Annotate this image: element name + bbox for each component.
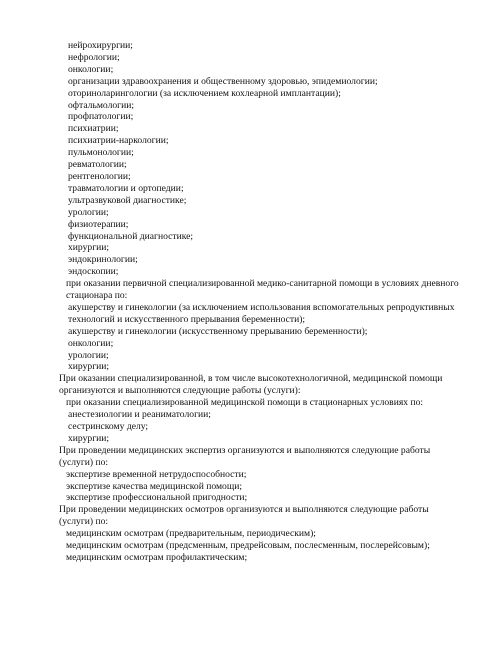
document-line: урологии; [68, 349, 109, 361]
document-line: При проведении медицинских осмотров организуются и выполняются следующие работы (услуги) по: [59, 504, 429, 528]
document-line: При оказании специализированной, в том числе высокотехнологичной, медицинской помощи организуются и выполняются следующие работы (услуги): [59, 373, 443, 397]
document-line: профпатологии; [68, 111, 134, 123]
document-line: при оказании первичной специализированной медико-санитарной помощи в условиях дневного стационара по: [66, 278, 459, 302]
document-line: медицинским осмотрам профилактическим; [66, 551, 248, 563]
document-line: сестринскому делу; [68, 421, 149, 432]
document-line: медицинским осмотрам (предварительным, периодическим); [66, 528, 316, 540]
document-line: ультразвуковой диагностике; [68, 194, 187, 206]
document-line: медицинским осмотрам (предсменным, предрейсовым, послесменным, послерейсовым); [66, 540, 430, 552]
document-line: эндоскопии; [68, 266, 119, 278]
document-line: экспертизе профессиональной пригодности; [66, 492, 248, 504]
document-line: При проведении медицинских экспертиз организуются и выполняются следующие работы (услуги) по: [59, 444, 431, 468]
document-line: ревматологии; [68, 159, 127, 171]
document-line: анестезиологии и реаниматологии; [68, 409, 211, 421]
document-line: физиотерапии; [68, 218, 129, 230]
document-line: функциональной диагностике; [68, 230, 194, 242]
document-line: эндокринологии; [68, 254, 138, 266]
document-line: травматологии и ортопедии; [68, 182, 184, 194]
document-body [59, 40, 459, 564]
document-line: онкологии; [68, 337, 114, 349]
document-line: офтальмологии; [68, 99, 135, 111]
document-line: онкологии; [68, 63, 114, 75]
document-line: урологии; [68, 206, 109, 218]
document-line: организации здравоохранения и общественному здоровью, эпидемиологии; [68, 75, 378, 87]
document-line: пульмонологии; [68, 147, 134, 159]
document-line: экспертизе временной нетрудоспособности; [66, 468, 247, 480]
document-line: акушерству и гинекологии (искусственному прерыванию беременности); [68, 325, 368, 337]
document-line: при оказании специализированной медицинской помощи в стационарных условиях по: [66, 397, 424, 409]
document-line: хирургии; [68, 432, 110, 444]
document-line: хирургии; [68, 242, 110, 254]
document-line: оториноларингологии (за исключением кохлеарной имплантации); [68, 87, 341, 99]
document-line: нейрохирургии; [68, 40, 133, 51]
document-line: нефрологии; [68, 51, 120, 63]
document-line: психиатрии-наркологии; [68, 135, 169, 147]
document-line: акушерству и гинекологии (за исключением использования вспомогательных репродуктивных технологий и искусственного прерывания беременности); [68, 301, 455, 325]
document-line: рентгенологии; [68, 170, 131, 182]
document-line: хирургии; [68, 361, 110, 373]
document-line: экспертизе качества медицинской помощи; [66, 480, 243, 492]
document-line: психиатрии; [68, 123, 119, 135]
